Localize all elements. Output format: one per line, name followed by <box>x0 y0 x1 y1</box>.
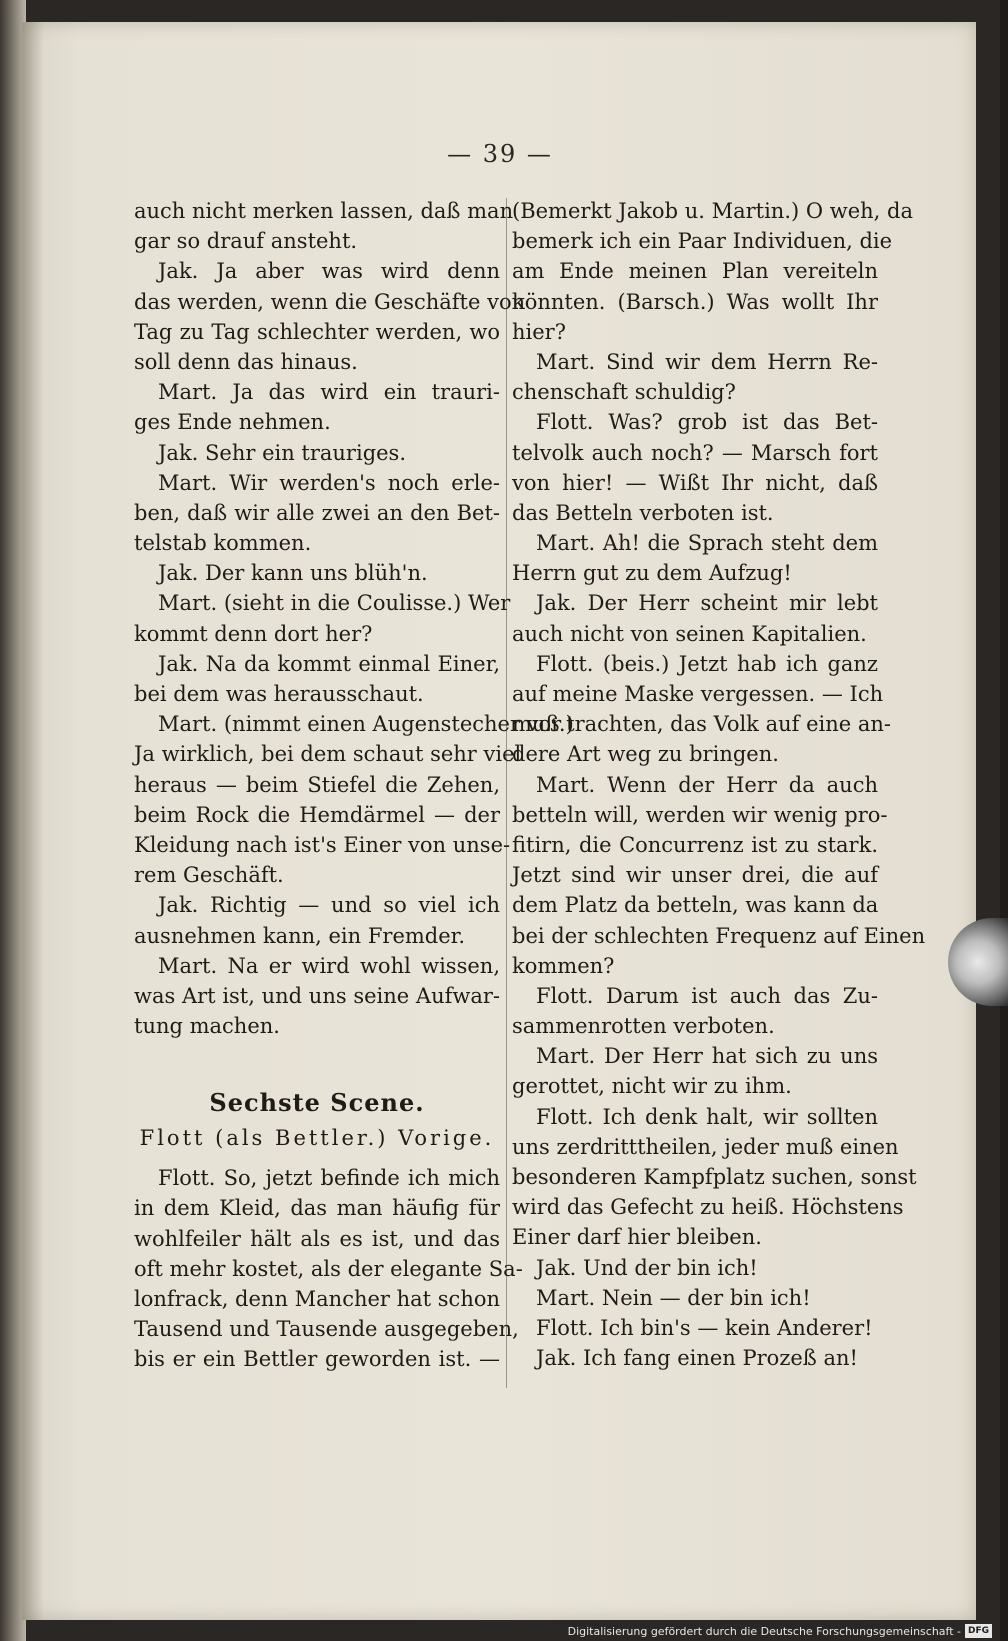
text-line: rem Geschäft. <box>134 863 284 888</box>
text-line: muß trachten, das Volk auf eine an- <box>512 712 891 737</box>
text-line: bei dem was herausschaut. <box>134 682 424 706</box>
left-column-lines-after-scene <box>134 1163 523 1374</box>
text-line: Jak. Ich fang einen Prozeß an! <box>536 1346 858 1371</box>
text-line: auf meine Maske vergessen. — Ich <box>512 682 884 706</box>
text-line: soll denn das hinaus. <box>134 349 358 374</box>
text-line: gerottet, nicht wir zu ihm. <box>512 1074 792 1099</box>
text-line: das Betteln verboten ist. <box>512 500 774 525</box>
text-line: am Ende meinen Plan vereiteln <box>512 259 878 284</box>
text-line: ges Ende nehmen. <box>134 410 331 435</box>
scene-cast: Flott (als Bettler.) Vorige. <box>139 1126 495 1151</box>
text-line: Flott. Was? grob ist das Bet- <box>536 410 878 435</box>
text-line: was Art ist, und uns seine Aufwar- <box>134 983 500 1008</box>
text-line: gar so drauf ansteht. <box>134 229 358 254</box>
text-line: Jak. Na da kommt einmal Einer, <box>158 651 500 676</box>
text-line: heraus — beim Stiefel die Zehen, <box>134 772 500 797</box>
text-line: Flott. So, jetzt befinde ich mich <box>158 1166 500 1191</box>
text-line: Flott. Ich denk halt, wir sollten <box>536 1104 878 1129</box>
text-line: Flott. Darum ist auch das Zu- <box>536 983 878 1008</box>
text-line: chenschaft schuldig? <box>512 380 736 405</box>
text-line: lonfrack, denn Mancher hat schon <box>134 1287 501 1311</box>
text-line: Jak. Der Herr scheint mir lebt <box>536 591 878 616</box>
right-column <box>512 196 926 1373</box>
text-line: Tausend und Tausende ausgegeben, <box>134 1317 519 1342</box>
text-line: Mart. Ja das wird ein trauri- <box>158 380 500 405</box>
text-line: wohlfeiler hält als es ist, und das <box>134 1226 500 1251</box>
text-line: fitirn, die Concurrenz ist zu stark. <box>512 832 878 857</box>
footer <box>568 1623 992 1639</box>
text-line: Mart. Sind wir dem Herrn Re- <box>536 349 878 374</box>
text-line: Jak. Und der bin ich! <box>536 1255 758 1280</box>
text-line: sammenrotten verboten. <box>512 1014 775 1039</box>
text-line: ausnehmen kann, ein Fremder. <box>134 923 466 948</box>
text-line: dem Platz da betteln, was kann da <box>512 893 879 918</box>
page-number: — 39 — <box>447 140 553 168</box>
text-line: Mart. Nein — der bin ich! <box>536 1285 811 1310</box>
text-line: telvolk auch noch? — Marsch fort <box>512 440 878 465</box>
text-line: oft mehr kostet, als der elegante Sa- <box>134 1256 523 1281</box>
text-line: von hier! — Wißt Ihr nicht, daß <box>512 470 878 495</box>
text-line: Mart. Na er wird wohl wissen, <box>158 953 500 978</box>
column-divider <box>506 198 507 1388</box>
text-line: hier? <box>512 319 566 344</box>
text-line: Einer darf hier bleiben. <box>512 1225 762 1250</box>
text-line: kommt denn dort her? <box>134 621 373 646</box>
text-line: Herrn gut zu dem Aufzug! <box>512 561 792 586</box>
text-line: Mart. Wenn der Herr da auch <box>536 772 878 797</box>
text-line: Tag zu Tag schlechter werden, wo <box>134 319 500 344</box>
text-line: Mart. Ah! die Sprach steht dem <box>536 531 878 556</box>
text-line: telstab kommen. <box>134 531 312 556</box>
text-line: das werden, wenn die Geschäfte von <box>134 289 526 314</box>
text-line: Jak. Richtig — und so viel ich <box>158 893 500 918</box>
text-line: auch nicht von seinen Kapitalien. <box>512 621 867 646</box>
footer-text: Digitalisierung gefördert durch die Deutsche Forschungsgemeinschaft - <box>567 1624 961 1638</box>
text-line: Mart. (nimmt einen Augenstecher vor.) <box>158 712 574 737</box>
scene-title: Sechste Scene. <box>209 1088 425 1118</box>
dfg-logo: DFG <box>965 1624 992 1638</box>
text-line: kommen? <box>512 953 615 978</box>
text-line: Flott. Ich bin's — kein Anderer! <box>536 1315 873 1340</box>
text-line: Mart. Der Herr hat sich zu uns <box>536 1044 878 1069</box>
text-line: uns zerdritttheilen, jeder muß einen <box>512 1134 899 1159</box>
text-line: wird das Gefecht zu heiß. Höchstens <box>512 1195 904 1220</box>
text-line: bemerk ich ein Paar Individuen, die <box>512 229 893 254</box>
text-line: beim Rock die Hemdärmel — der <box>134 802 500 827</box>
page-fold-shadow <box>22 22 44 1620</box>
text-line: besonderen Kampfplatz suchen, sonst <box>512 1165 917 1189</box>
text-line: in dem Kleid, das man häufig für <box>134 1196 500 1221</box>
text-line: Mart. Wir werden's noch erle- <box>158 470 500 495</box>
text-line: dere Art weg zu bringen. <box>512 742 779 767</box>
scene-gap <box>134 1041 500 1071</box>
text-line: bis er ein Bettler geworden ist. — <box>134 1347 500 1372</box>
text-line: Mart. (sieht in die Coulisse.) Wer <box>158 591 511 616</box>
text-line: betteln will, werden wir wenig pro- <box>512 802 888 827</box>
text-line: (Bemerkt Jakob u. Martin.) O weh, da <box>512 199 913 223</box>
text-line: könnten. (Barsch.) Was wollt Ihr <box>512 289 878 314</box>
text-line: Jak. Der kann uns blüh'n. <box>158 561 428 586</box>
text-line: Kleidung nach ist's Einer von unse- <box>134 832 511 857</box>
text-line: tung machen. <box>134 1014 280 1039</box>
text-line: Ja wirklich, bei dem schaut sehr viel <box>134 742 522 767</box>
text-line: Jak. Ja aber was wird denn <box>158 259 500 284</box>
text-line: bei der schlechten Frequenz auf Einen <box>512 923 926 948</box>
text-line: Flott. (beis.) Jetzt hab ich ganz <box>536 651 878 676</box>
text-line: Jak. Sehr ein trauriges. <box>158 440 407 465</box>
text-line: auch nicht merken lassen, daß man <box>134 199 514 223</box>
text-line: ben, daß wir alle zwei an den Bet- <box>134 500 500 525</box>
text-line: Jetzt sind wir unser drei, die auf <box>512 863 878 888</box>
right-column-lines <box>512 196 926 1373</box>
